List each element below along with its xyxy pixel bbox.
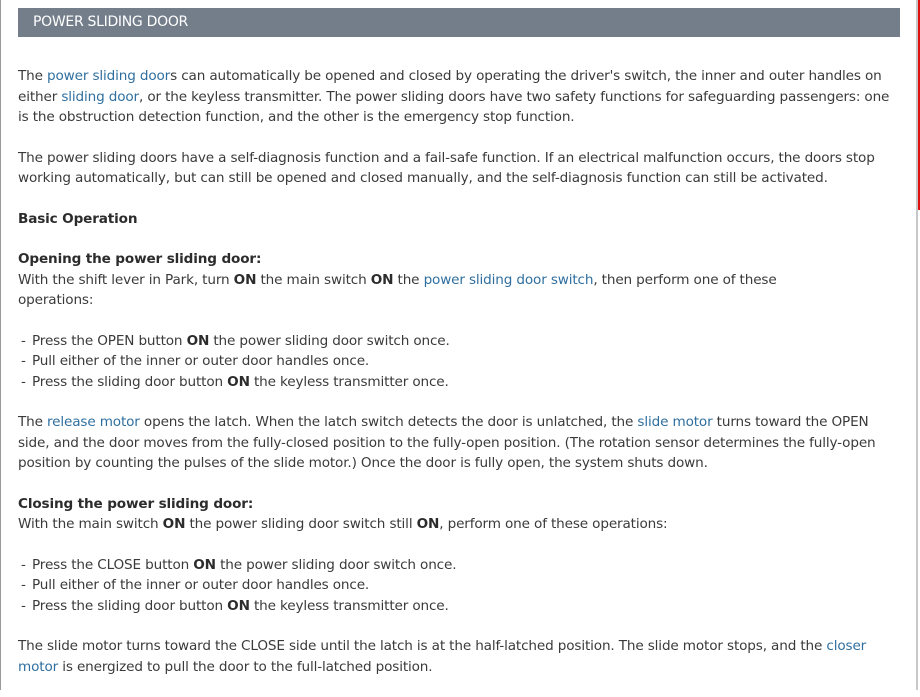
text-run: With the main switch [18, 516, 163, 532]
text-run: is energized to pull the door to the full-latched position. [58, 658, 433, 675]
on-keyword: ON [162, 516, 186, 532]
opening-instruction [18, 270, 903, 311]
opening-result-paragraph [18, 412, 903, 474]
text-run: The [18, 68, 48, 84]
basic-operation-heading: Basic Operation [18, 210, 138, 227]
closer-motor-link[interactable]: closer motor [18, 638, 867, 675]
text-run: , then perform one of these [593, 271, 777, 288]
text-run: With the shift lever in Park, turn [18, 271, 234, 288]
on-keyword: ON [370, 271, 394, 288]
closing-heading: Closing the power sliding door: [18, 495, 254, 512]
document-body [18, 66, 903, 697]
on-keyword: ON [233, 271, 257, 288]
closing-result-paragraph [18, 636, 903, 677]
section-header [18, 8, 900, 37]
sliding-door-link[interactable]: sliding door [61, 88, 139, 105]
list-item: - Press the sliding door button ON the keyless transmitter once. [18, 372, 903, 393]
list-item: - Pull either of the inner or outer door handles once. [18, 351, 903, 372]
opening-section [18, 249, 903, 474]
text-run: , perform one of these operations: [439, 516, 668, 532]
text-run: operations: [18, 292, 94, 308]
window-left-border [0, 0, 1, 690]
list-item: - Press the sliding door button ON the keyless transmitter once. [18, 596, 903, 617]
opening-operations-list [18, 331, 903, 393]
list-item: - Pull either of the inner or outer door handles once. [18, 575, 903, 596]
text-run: turns toward the OPEN side, and the door moves from the fully-closed position to the fully-open position. (The rotation sensor determines the fully-open position by counting the pulses of the slide motor.) Once the door is fully open, the system shuts down. [18, 414, 876, 471]
text-run: the main switch [256, 271, 371, 288]
text-run: the power sliding door switch still [185, 516, 417, 532]
text-run: The [18, 414, 48, 430]
intro-paragraph-2: The power sliding doors have a self-diagnosis function and a fail-safe function. If an electrical malfunction occurs, the doors stop working automatically, but can still be opened and closed manually, and the self-diagnosis function can still be activated. [18, 149, 875, 186]
section-title: POWER SLIDING DOOR [33, 14, 188, 30]
power-sliding-door-link[interactable]: power sliding door [47, 68, 171, 84]
closing-operations-list [18, 555, 903, 617]
closing-instruction [18, 514, 903, 535]
list-item: - Press the CLOSE button ON the power sliding door switch once. [18, 555, 903, 576]
on-keyword: ON [416, 516, 440, 532]
release-motor-link[interactable]: release motor [47, 414, 140, 430]
power-sliding-door-switch-link[interactable]: power sliding door switch [423, 271, 594, 288]
slide-motor-link[interactable]: slide motor [637, 414, 713, 430]
opening-heading: Opening the power sliding door: [18, 251, 262, 267]
list-item: - Press the OPEN button ON the power sliding door switch once. [18, 331, 903, 352]
text-run: the [393, 271, 424, 288]
text-run: , or the keyless transmitter. The power sliding doors have two safety functions for safeguarding passengers: one is the obstruction detection function, and the other is the emergency stop function. [18, 88, 890, 125]
intro-paragraph-1 [18, 66, 903, 128]
text-run: The slide motor turns toward the CLOSE side until the latch is at the half-latched position. The slide motor stops, and the [18, 638, 827, 654]
text-run: s can automatically be opened and closed by operating the driver's switch, the inner and outer handles on either [18, 68, 882, 105]
closing-section [18, 494, 903, 678]
text-run: opens the latch. When the latch switch detects the door is unlatched, the [139, 414, 638, 430]
